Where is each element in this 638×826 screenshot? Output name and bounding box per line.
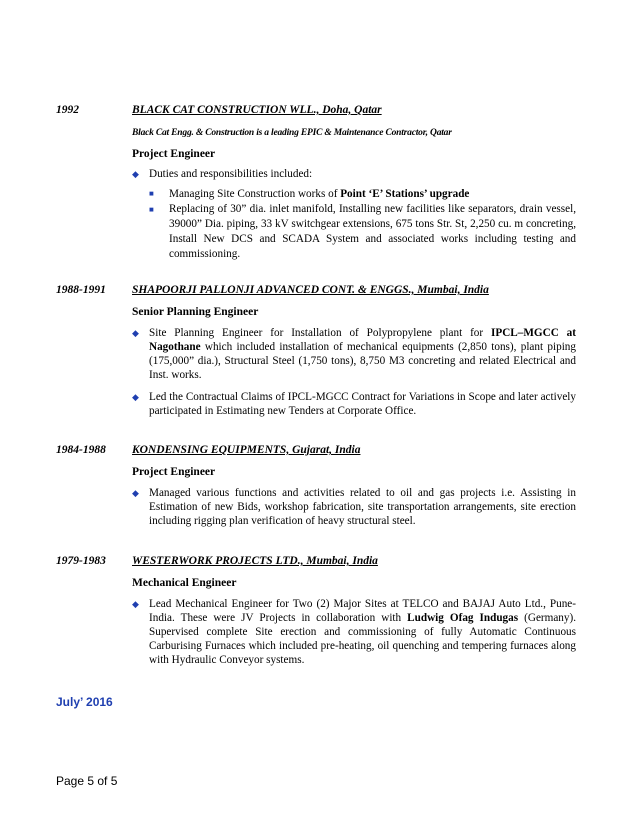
- entry-role: Project Engineer: [132, 466, 216, 478]
- diamond-bullet-icon: ◆: [132, 599, 139, 609]
- bullet-text: Managed various functions and activities related to oil and gas projects i.e. Assisting in Estimation of new Bids, workshop fabrication, site transportation arrangements, site erection including rigging plan verification of heavy structural steel.: [149, 487, 576, 527]
- entry-year: 1979-1983: [56, 555, 106, 567]
- bullet-text: Duties and responsibilities included:: [149, 168, 313, 180]
- entry-role: Mechanical Engineer: [132, 577, 237, 589]
- sub-bullet-item: [149, 187, 576, 201]
- entry-company: BLACK CAT CONSTRUCTION WLL., Doha, Qatar: [132, 104, 382, 116]
- bullet-text: Lead Mechanical Engineer for Two (2) Major Sites at TELCO and BAJAJ Auto Ltd., Pune-India. These were JV Projects in collaboration with Ludwig Ofag Indugas (Germany). Supervised complete Site erection and commissioning of fully Automatic Continuous Carburising Furnaces which included pre-heating, oil quenching and tempering furnaces along with Hydraulic Conveyor systems.: [149, 598, 577, 666]
- sub-bullet-text: Replacing of 30” dia. inlet manifold, Installing new facilities like separators, drain vessel, 39000” Dia. piping, 33 kV switchgear extensions, 675 tons Str. St, 2,250 cu. m concreting, Install New DCS and SCADA System and associated works including testing and commissioning.: [169, 203, 576, 260]
- entry-company: SHAPOORJI PALLONJI ADVANCED CONT. & ENGGS., Mumbai, India: [132, 284, 489, 296]
- bullet-item: [132, 167, 576, 181]
- diamond-bullet-icon: ◆: [132, 488, 139, 498]
- entry-role: Senior Planning Engineer: [132, 306, 259, 318]
- bullet-text: Site Planning Engineer for Installation of Polypropylene plant for IPCL–MGCC at Nagothane which included installation of mechanical equipments (2,850 tons), plant piping (175,000” dia.), Structural Steel (1,750 tons), 8,750 M3 concreting and related Electrical and Inst. works.: [149, 327, 576, 381]
- square-bullet-icon: ■: [149, 205, 154, 214]
- sub-bullet-item: [149, 202, 576, 262]
- sub-bullet-text: Managing Site Construction works of Point ‘E’ Stations’ upgrade: [169, 188, 470, 200]
- entry-year: 1988-1991: [56, 284, 106, 296]
- page-number: Page 5 of 5: [56, 774, 118, 788]
- bullet-text: Led the Contractual Claims of IPCL-MGCC Contract for Variations in Scope and later actively participated in Estimating new Tenders at Corporate Office.: [149, 391, 576, 417]
- diamond-bullet-icon: ◆: [132, 169, 139, 179]
- bullet-item: [132, 597, 576, 667]
- bullet-item: [132, 326, 576, 382]
- entry-company: KONDENSING EQUIPMENTS, Gujarat, India: [132, 444, 361, 456]
- entry-year: 1984-1988: [56, 444, 106, 456]
- bullet-item: [132, 390, 576, 418]
- square-bullet-icon: ■: [149, 189, 154, 198]
- entry-role: Project Engineer: [132, 148, 216, 160]
- diamond-bullet-icon: ◆: [132, 328, 139, 338]
- document-date: July’ 2016: [56, 695, 113, 709]
- entry-company: WESTERWORK PROJECTS LTD., Mumbai, India: [132, 555, 378, 567]
- bullet-item: [132, 486, 576, 528]
- entry-tagline: Black Cat Engg. & Construction is a leading EPIC & Maintenance Contractor, Qatar: [132, 128, 452, 138]
- diamond-bullet-icon: ◆: [132, 392, 139, 402]
- entry-year: 1992: [56, 104, 79, 116]
